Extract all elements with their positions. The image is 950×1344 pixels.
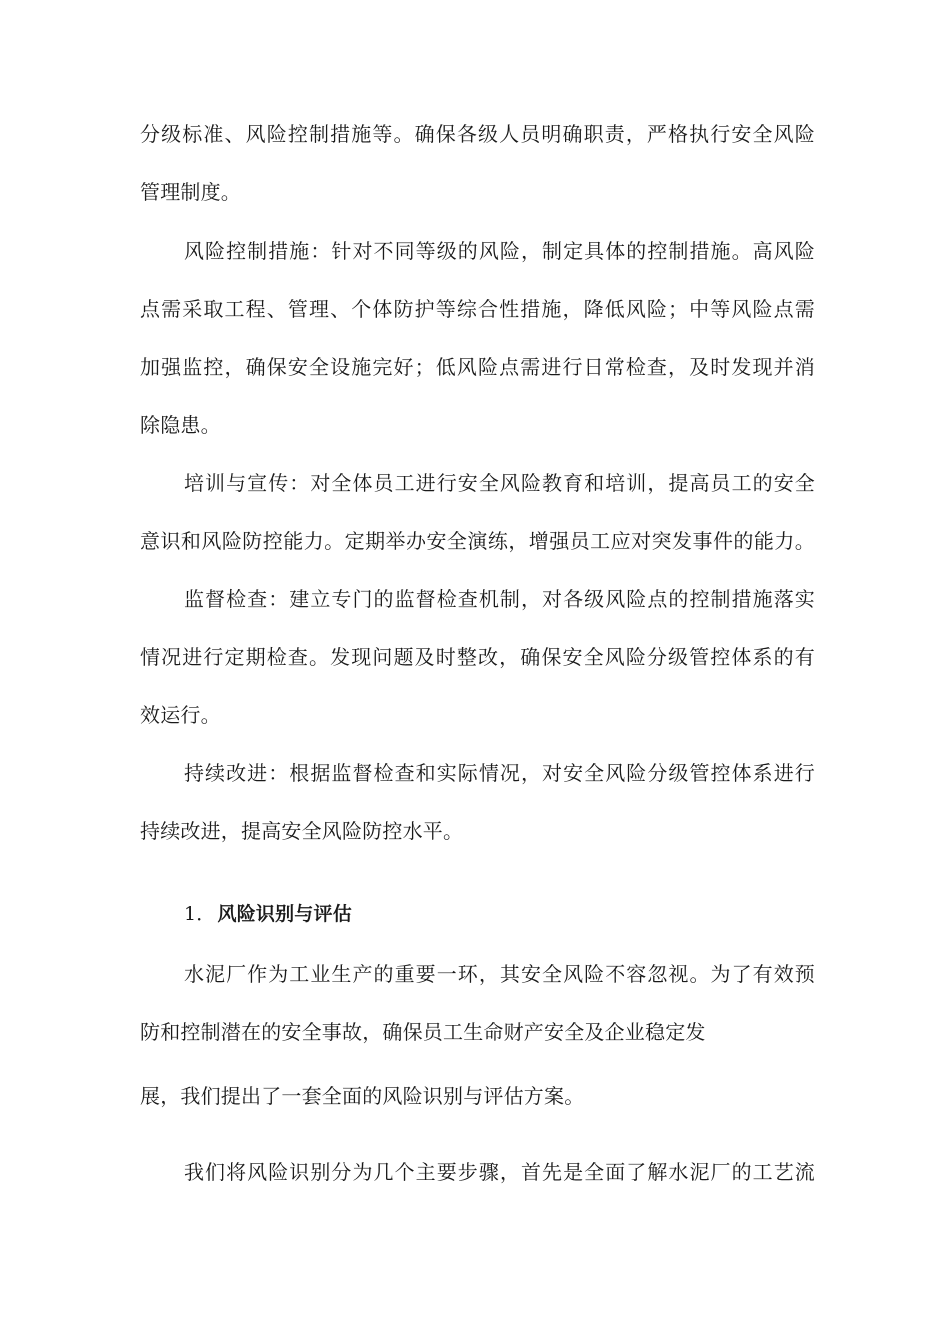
- paragraph-line: 意识和风险防控能力。定期举办安全演练，增强员工应对突发事件的能力。: [140, 529, 815, 553]
- paragraph-line: 培训与宣传：对全体员工进行安全风险教育和培训，提高员工的安全: [184, 471, 815, 495]
- paragraph-line: 持续改进，提高安全风险防控水平。: [140, 819, 464, 843]
- paragraph-line: 除隐患。: [140, 413, 221, 437]
- paragraph-line: 防和控制潜在的安全事故，确保员工生命财产安全及企业稳定发: [140, 1020, 706, 1044]
- paragraph-line: 分级标准、风险控制措施等。确保各级人员明确职责，严格执行安全风险: [140, 122, 815, 146]
- paragraph-line: 我们将风险识别分为几个主要步骤，首先是全面了解水泥厂的工艺流: [184, 1160, 815, 1184]
- section-heading: [184, 900, 815, 928]
- paragraph-line: 效运行。: [140, 703, 221, 727]
- paragraph-line: 水泥厂作为工业生产的重要一环，其安全风险不容忽视。为了有效预: [184, 962, 815, 986]
- paragraph-line: 加强监控，确保安全设施完好；低风险点需进行日常检查，及时发现并消: [140, 355, 815, 379]
- paragraph-line: 展，我们提出了一套全面的风险识别与评估方案。: [140, 1084, 585, 1108]
- paragraph-line: 情况进行定期检查。发现问题及时整改，确保安全风险分级管控体系的有: [140, 645, 815, 669]
- section-number: 1．: [184, 903, 216, 925]
- paragraph-line: 风险控制措施：针对不同等级的风险，制定具体的控制措施。高风险: [184, 239, 815, 263]
- paragraph-line: 点需采取工程、管理、个体防护等综合性措施，降低风险；中等风险点需: [140, 297, 815, 321]
- paragraph-line: 管理制度。: [140, 180, 241, 204]
- paragraph-line: 持续改进：根据监督检查和实际情况，对安全风险分级管控体系进行: [184, 761, 815, 785]
- paragraph-line: 监督检查：建立专门的监督检查机制，对各级风险点的控制措施落实: [184, 587, 815, 611]
- section-title: 风险识别与评估: [217, 903, 352, 925]
